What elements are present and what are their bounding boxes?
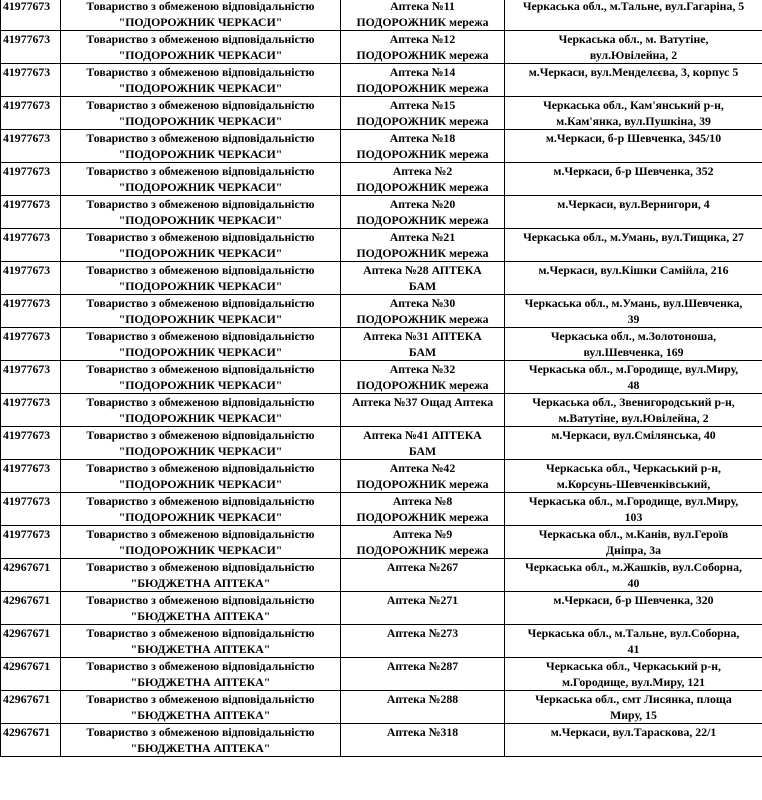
pharmacy-line: Аптека №15 [389,98,456,112]
pharmacy-cell [341,394,505,427]
organization-line: Товариство з обмеженою відповідальністю [86,527,315,541]
address-cell [505,658,762,691]
edrpou-code-cell: 41977673 [1,97,61,130]
address-line: м.Черкаси, вул.Тараскова, 22/1 [550,725,717,739]
organization-cell [61,163,341,196]
organization-line: "ПОДОРОЖНИК ЧЕРКАСИ" [118,15,283,29]
table-row [1,229,762,262]
organization-cell [61,31,341,64]
table-row [1,724,762,757]
organization-cell [61,229,341,262]
pharmacy-line: Аптека №287 [386,659,459,673]
organization-cell [61,394,341,427]
pharmacy-cell [341,625,505,658]
pharmacy-line: ПОДОРОЖНИК мережа [356,15,489,29]
address-cell [505,724,762,757]
organization-cell [61,427,341,460]
address-cell [505,64,762,97]
pharmacy-cell [341,97,505,130]
organization-line: "ПОДОРОЖНИК ЧЕРКАСИ" [118,444,283,458]
organization-cell [61,625,341,658]
table-row [1,658,762,691]
address-cell [505,0,762,31]
pharmacy-cell [341,328,505,361]
address-cell [505,130,762,163]
table-row [1,97,762,130]
address-line: м.Черкаси, вул.Менделєєва, 3, корпус 5 [528,65,739,79]
pharmacy-line: ПОДОРОЖНИК мережа [356,48,489,62]
pharmacy-line: Аптека №267 [386,560,459,574]
table-row [1,196,762,229]
pharmacy-line: Аптека №20 [389,197,456,211]
pharmacy-line: Аптека №32 [389,362,456,376]
address-line: м.Городище, вул.Миру, 121 [561,675,706,689]
table-row [1,592,762,625]
organization-cell [61,196,341,229]
organization-line: "ПОДОРОЖНИК ЧЕРКАСИ" [118,180,283,194]
address-line: 40 [627,576,640,590]
edrpou-code-cell: 41977673 [1,262,61,295]
table-row [1,625,762,658]
pharmacy-cell [341,130,505,163]
pharmacy-cell [341,64,505,97]
pharmacy-line: Аптека №273 [386,626,459,640]
pharmacy-line: БАМ [408,345,437,359]
address-cell [505,559,762,592]
organization-line: "ПОДОРОЖНИК ЧЕРКАСИ" [118,378,283,392]
organization-line: Товариство з обмеженою відповідальністю [86,164,315,178]
pharmacy-line: Аптека №9 [392,527,453,541]
edrpou-code-cell: 41977673 [1,427,61,460]
table-row [1,394,762,427]
organization-line: "ПОДОРОЖНИК ЧЕРКАСИ" [118,48,283,62]
edrpou-code-cell: 41977673 [1,460,61,493]
organization-line: "БЮДЖЕТНА АПТЕКА" [130,675,271,689]
organization-cell [61,460,341,493]
organization-line: "БЮДЖЕТНА АПТЕКА" [130,609,271,623]
pharmacy-line: ПОДОРОЖНИК мережа [356,510,489,524]
edrpou-code-cell: 42967671 [1,625,61,658]
table-row [1,0,762,31]
organization-line: "ПОДОРОЖНИК ЧЕРКАСИ" [118,114,283,128]
organization-line: Товариство з обмеженою відповідальністю [86,32,315,46]
pharmacy-line: ПОДОРОЖНИК мережа [356,477,489,491]
address-line: Миру, 15 [610,708,657,722]
edrpou-code-cell: 41977673 [1,493,61,526]
pharmacy-line: Аптека №41 АПТЕКА [363,428,482,442]
address-cell [505,427,762,460]
organization-line: "БЮДЖЕТНА АПТЕКА" [130,708,271,722]
address-line: м.Черкаси, вул.Смілянська, 40 [551,428,716,442]
table-row [1,64,762,97]
pharmacy-line: БАМ [408,444,437,458]
pharmacy-cell [341,196,505,229]
pharmacy-line: Аптека №18 [389,131,456,145]
address-line: м.Черкаси, вул.Кішки Самійла, 216 [538,263,729,277]
pharmacy-cell [341,691,505,724]
organization-line: Товариство з обмеженою відповідальністю [86,560,315,574]
pharmacy-line: ПОДОРОЖНИК мережа [356,378,489,392]
organization-cell [61,691,341,724]
pharmacy-cell [341,724,505,757]
organization-line: Товариство з обмеженою відповідальністю [86,395,315,409]
pharmacy-line: Аптека №37 Ощад Аптека [351,395,494,409]
organization-line: "ПОДОРОЖНИК ЧЕРКАСИ" [118,411,283,425]
address-cell [505,691,762,724]
address-line: м.Ватутіне, вул.Ювілейна, 2 [558,411,709,425]
address-line: Черкаська обл., смт Лисянка, площа [535,692,732,706]
edrpou-code-cell: 42967671 [1,559,61,592]
address-cell [505,526,762,559]
organization-line: Товариство з обмеженою відповідальністю [86,626,315,640]
address-cell [505,229,762,262]
address-line: Черкаська обл., м.Умань, вул.Шевченка, [524,296,743,310]
address-line: м.Черкаси, вул.Вернигори, 4 [557,197,710,211]
pharmacy-line: Аптека №28 АПТЕКА [363,263,482,277]
organization-line: Товариство з обмеженою відповідальністю [86,659,315,673]
organization-cell [61,658,341,691]
organization-cell [61,64,341,97]
address-line: вул.Ювілейна, 2 [589,48,678,62]
pharmacy-cell [341,163,505,196]
address-line: Черкаська обл., м.Золотоноша, [550,329,717,343]
address-line: м.Корсунь-Шевченківський, [556,477,711,491]
table-row [1,31,762,64]
edrpou-code-cell: 41977673 [1,229,61,262]
pharmacy-line: ПОДОРОЖНИК мережа [356,213,489,227]
address-line: Черкаська обл., Черкаський р-н, [546,461,721,475]
table-row [1,361,762,394]
organization-line: "ПОДОРОЖНИК ЧЕРКАСИ" [118,345,283,359]
address-line: Дніпра, 3а [605,543,662,557]
organization-cell [61,493,341,526]
address-cell [505,97,762,130]
pharmacy-cell [341,460,505,493]
organization-cell [61,592,341,625]
organization-cell [61,97,341,130]
organization-line: Товариство з обмеженою відповідальністю [86,131,315,145]
organization-line: Товариство з обмеженою відповідальністю [86,230,315,244]
address-line: м.Черкаси, б-р Шевченка, 320 [553,593,714,607]
organization-line: Товариство з обмеженою відповідальністю [86,428,315,442]
pharmacy-cell [341,526,505,559]
pharmacy-line: ПОДОРОЖНИК мережа [356,114,489,128]
address-line: Черкаська обл., м. Ватутіне, [558,32,709,46]
pharmacy-cell [341,295,505,328]
organization-line: Товариство з обмеженою відповідальністю [86,197,315,211]
organization-line: Товариство з обмеженою відповідальністю [86,593,315,607]
address-line: 48 [627,378,640,392]
address-cell [505,262,762,295]
address-line: вул.Шевченка, 169 [583,345,684,359]
organization-line: Товариство з обмеженою відповідальністю [86,329,315,343]
edrpou-code-cell: 41977673 [1,0,61,31]
address-line: Черкаська обл., Черкаський р-н, [546,659,721,673]
edrpou-code-cell: 42967671 [1,592,61,625]
pharmacy-cell [341,427,505,460]
pharmacy-line: Аптека №31 АПТЕКА [363,329,482,343]
address-line: 41 [627,642,640,656]
address-cell [505,592,762,625]
edrpou-code-cell: 41977673 [1,130,61,163]
address-cell [505,328,762,361]
pharmacy-line: Аптека №11 [390,0,455,13]
pharmacy-cell [341,493,505,526]
organization-cell [61,130,341,163]
address-cell [505,394,762,427]
pharmacy-line: Аптека №2 [392,164,453,178]
pharmacy-cell [341,262,505,295]
address-line: 103 [624,510,643,524]
address-cell [505,295,762,328]
address-cell [505,163,762,196]
pharmacy-cell [341,592,505,625]
organization-line: Товариство з обмеженою відповідальністю [86,296,315,310]
table-row [1,691,762,724]
edrpou-code-cell: 42967671 [1,658,61,691]
organization-line: Товариство з обмеженою відповідальністю [86,0,315,13]
edrpou-code-cell: 41977673 [1,526,61,559]
address-line: Черкаська обл., м.Жашків, вул.Соборна, [525,560,742,574]
edrpou-code-cell: 41977673 [1,64,61,97]
address-line: м.Черкаси, б-р Шевченка, 345/10 [545,131,722,145]
address-cell [505,196,762,229]
pharmacy-line: Аптека №12 [389,32,456,46]
organization-line: Товариство з обмеженою відповідальністю [86,692,315,706]
organization-cell [61,724,341,757]
organization-line: "БЮДЖЕТНА АПТЕКА" [130,741,271,755]
pharmacy-line: БАМ [408,279,437,293]
organization-line: "ПОДОРОЖНИК ЧЕРКАСИ" [118,312,283,326]
address-cell [505,625,762,658]
address-cell [505,31,762,64]
address-line: Черкаська обл., м.Канів, вул.Героїв [538,527,729,541]
edrpou-code-cell: 41977673 [1,163,61,196]
address-cell [505,493,762,526]
pharmacy-cell [341,658,505,691]
organization-line: "ПОДОРОЖНИК ЧЕРКАСИ" [118,477,283,491]
organization-line: "ПОДОРОЖНИК ЧЕРКАСИ" [118,279,283,293]
pharmacy-cell [341,0,505,31]
pharmacy-line: Аптека №271 [386,593,459,607]
organization-line: Товариство з обмеженою відповідальністю [86,494,315,508]
organization-cell [61,526,341,559]
table-row [1,295,762,328]
organization-line: Товариство з обмеженою відповідальністю [86,263,315,277]
organization-line: "ПОДОРОЖНИК ЧЕРКАСИ" [118,246,283,260]
pharmacy-line: ПОДОРОЖНИК мережа [356,81,489,95]
pharmacy-line: Аптека №21 [389,230,456,244]
pharmacy-cell [341,31,505,64]
pharmacy-line: Аптека №14 [389,65,456,79]
organization-line: Товариство з обмеженою відповідальністю [86,725,315,739]
address-line: м.Черкаси, б-р Шевченка, 352 [553,164,714,178]
organization-cell [61,295,341,328]
organization-line: Товариство з обмеженою відповідальністю [86,461,315,475]
address-line: Черкаська обл., Кам'янський р-н, [543,98,724,112]
organization-line: Товариство з обмеженою відповідальністю [86,362,315,376]
address-cell [505,460,762,493]
edrpou-code-cell: 41977673 [1,394,61,427]
pharmacy-line: ПОДОРОЖНИК мережа [356,246,489,260]
edrpou-code-cell: 41977673 [1,361,61,394]
table-row [1,262,762,295]
edrpou-code-cell: 41977673 [1,31,61,64]
pharmacy-line: Аптека №288 [386,692,459,706]
address-cell [505,361,762,394]
table-row [1,526,762,559]
address-line: Черкаська обл., м.Тальне, вул.Соборна, [527,626,740,640]
organization-line: Товариство з обмеженою відповідальністю [86,65,315,79]
pharmacy-line: Аптека №30 [389,296,456,310]
address-line: Черкаська обл., м.Городище, вул.Миру, [528,494,739,508]
organization-cell [61,328,341,361]
pharmacy-line: ПОДОРОЖНИК мережа [356,180,489,194]
table-body [1,0,762,757]
address-line: м.Кам'янка, вул.Пушкіна, 39 [556,114,711,128]
pharmacy-cell [341,361,505,394]
table-row [1,328,762,361]
table-row [1,163,762,196]
edrpou-code-cell: 41977673 [1,328,61,361]
edrpou-code-cell: 42967671 [1,691,61,724]
organization-line: "БЮДЖЕТНА АПТЕКА" [130,642,271,656]
pharmacy-line: ПОДОРОЖНИК мережа [356,312,489,326]
pharmacy-line: Аптека №8 [392,494,453,508]
table-row [1,460,762,493]
address-line: 39 [627,312,640,326]
organization-line: "ПОДОРОЖНИК ЧЕРКАСИ" [118,510,283,524]
organization-cell [61,262,341,295]
organization-line: "ПОДОРОЖНИК ЧЕРКАСИ" [118,543,283,557]
address-line: Черкаська обл., м.Городище, вул.Миру, [528,362,739,376]
table-row [1,427,762,460]
pharmacy-line: Аптека №42 [389,461,456,475]
organization-cell [61,0,341,31]
address-line: Черкаська обл., м.Умань, вул.Тищика, 27 [523,230,744,244]
edrpou-code-cell: 42967671 [1,724,61,757]
edrpou-code-cell: 41977673 [1,295,61,328]
address-line: Черкаська обл., Звенигородський р-н, [532,395,735,409]
pharmacy-line: Аптека №318 [386,725,459,739]
pharmacy-cell [341,229,505,262]
organization-cell [61,361,341,394]
pharmacy-line: ПОДОРОЖНИК мережа [356,147,489,161]
pharmacy-line: ПОДОРОЖНИК мережа [356,543,489,557]
organization-line: Товариство з обмеженою відповідальністю [86,98,315,112]
table-row [1,130,762,163]
edrpou-code-cell: 41977673 [1,196,61,229]
organization-line: "ПОДОРОЖНИК ЧЕРКАСИ" [118,213,283,227]
organization-line: "БЮДЖЕТНА АПТЕКА" [130,576,271,590]
table-row [1,493,762,526]
address-line: Черкаська обл., м.Тальне, вул.Гагаріна, 5 [522,0,745,13]
organization-line: "ПОДОРОЖНИК ЧЕРКАСИ" [118,147,283,161]
organization-line: "ПОДОРОЖНИК ЧЕРКАСИ" [118,81,283,95]
table-row [1,559,762,592]
organization-cell [61,559,341,592]
pharmacy-cell [341,559,505,592]
